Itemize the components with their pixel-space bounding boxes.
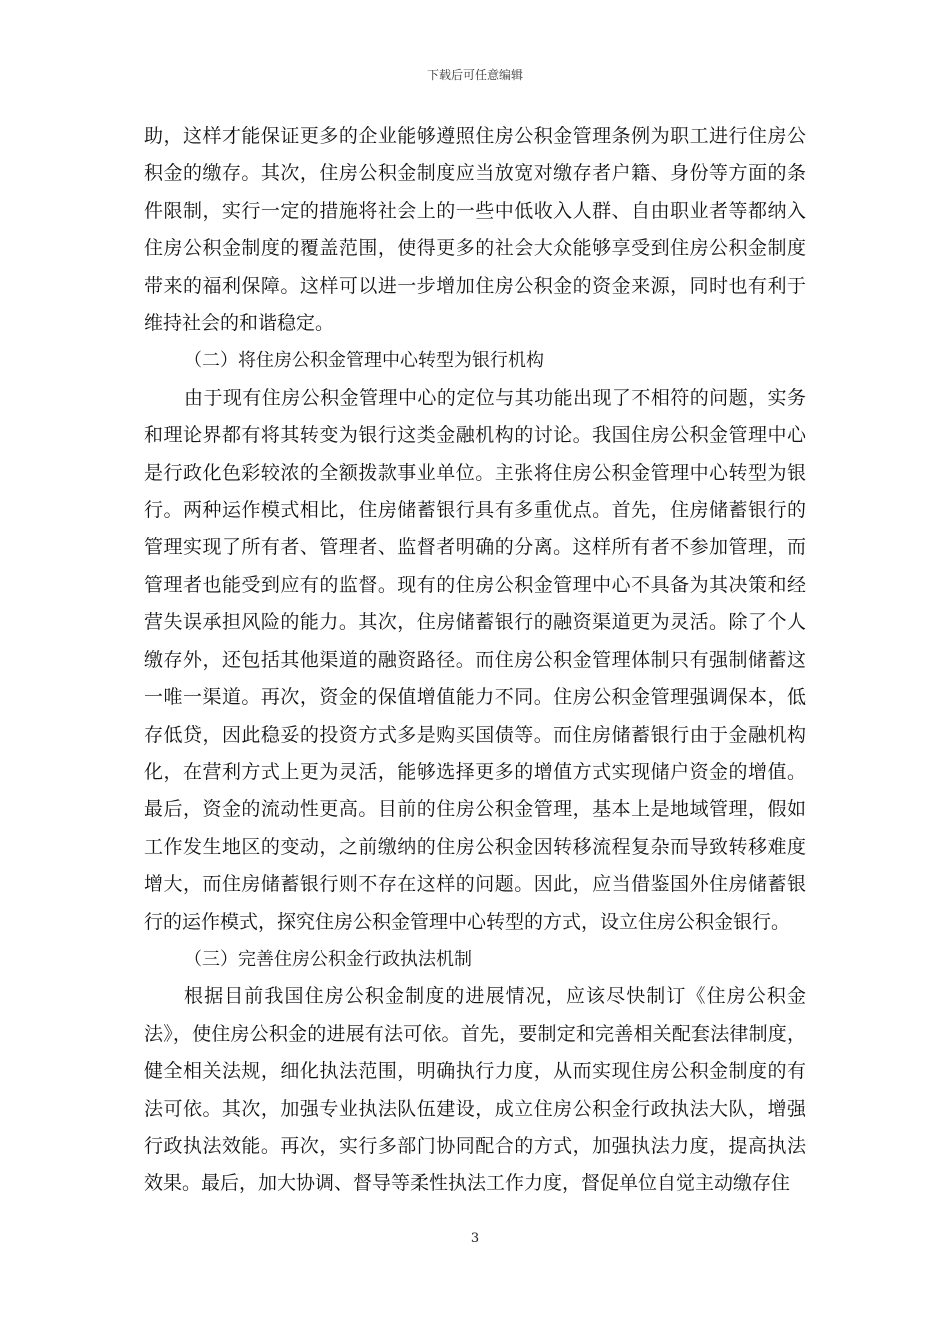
paragraph-2: 由于现有住房公积金管理中心的定位与其功能出现了不相符的问题，实务和理论界都有将其转变为银行这类金融机构的讨论。我国住房公积金管理中心是行政化色彩较浓的全额拨款事业单位。主张将住房公积金管理中心转型为银行。两种运作模式相比，住房储蓄银行具有多重优点。首先，住房储蓄银行的管理实现了所有者、管理者、监督者明确的分离。这样所有者不参加管理，而管理者也能受到应有的监督。现有的住房公积金管理中心不具备为其决策和经营失误承担风险的能力。其次，住房储蓄银行的融资渠道更为灵活。除了个人缴存外，还包括其他渠道的融资路径。而住房公积金管理体制只有强制储蓄这一唯一渠道。再次，资金的保值增值能力不同。住房公积金管理强调保本，低存低贷，因此稳妥的投资方式多是购买国债等。而住房储蓄银行由于金融机构化，在营利方式上更为灵活，能够选择更多的增值方式实现储户资金的增值。最后，资金的流动性更高。目前的住房公积金管理，基本上是地域管理，假如工作发生地区的变动，之前缴纳的住房公积金因转移流程复杂而导致转移难度增大，而住房储蓄银行则不存在这样的问题。因此，应当借鉴国外住房储蓄银行的运作模式，探究住房公积金管理中心转型的方式，设立住房公积金银行。: [144, 386, 806, 933]
paragraph-3: 根据目前我国住房公积金制度的进展情况，应该尽快制订《住房公积金法》，使住房公积金的进展有法可依。首先，要制定和完善相关配套法律制度，健全相关法规，细化执法范围，明确执行力度，从而实现住房公积金制度的有法可依。其次，加强专业执法队伍建设，成立住房公积金行政执法大队，增强行政执法效能。再次，实行多部门协同配合的方式，加强执法力度，提高执法效果。最后，加大协调、督导等柔性执法工作力度，督促单位自觉主动缴存住: [144, 985, 806, 1195]
section-heading-3: （三）完善住房公积金行政执法机制: [184, 948, 472, 970]
page-header: 下载后可任意编辑: [426, 68, 523, 82]
document-body: [144, 118, 806, 1203]
section-heading-2: （二）将住房公积金管理中心转型为银行机构: [184, 350, 544, 372]
paragraph-1: 助，这样才能保证更多的企业能够遵照住房公积金管理条例为职工进行住房公积金的缴存。其次，住房公积金制度应当放宽对缴存者户籍、身份等方面的条件限制，实行一定的措施将社会上的一些中低收入人群、自由职业者等都纳入住房公积金制度的覆盖范围，使得更多的社会大众能够享受到住房公积金制度带来的福利保障。这样可以进一步增加住房公积金的资金来源，同时也有利于维持社会的和谐稳定。: [144, 125, 806, 335]
page-number: 3: [470, 1231, 480, 1246]
